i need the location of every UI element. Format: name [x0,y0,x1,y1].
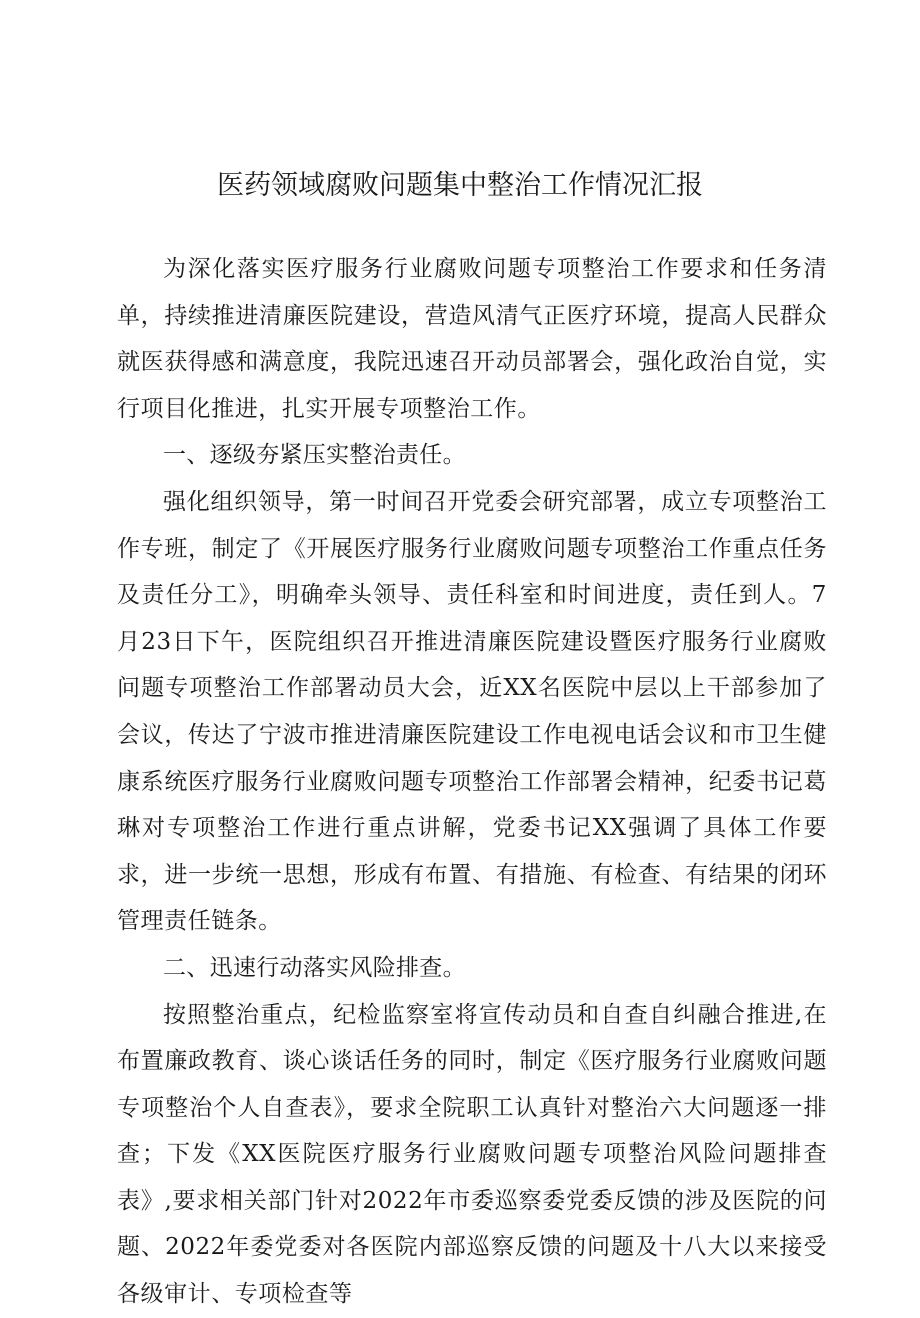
document-title: 医药领域腐败问题集中整治工作情况汇报 [217,170,703,201]
section-heading-1: 一、逐级夯紧压实整治责任。 [163,442,466,469]
section-paragraph-2: 按照整治重点，纪检监察室将宣传动员和自查自纠融合推进,在布置廉政教育、谈心谈话任务的同时，制定《医疗服务行业腐败问题专项整治个人自查表》，要求全院职工认真针对整治六大问题逐一排查；下发《XX医院医疗服务行业腐败问题专项整治风险问题排查表》,要求相关部门针对2022年市委巡察委党委反馈的涉及医院的问题、2022年委党委对各医院内部巡察反馈的问题及十八大以来接受各级审计、专项检查等 [117,1001,827,1308]
section-paragraph-1: 强化组织领导，第一时间召开党委会研究部署，成立专项整治工作专班，制定了《开展医疗服务行业腐败问题专项整治工作重点任务及责任分工》，明确牵头领导、责任科室和时间进度，责任到人。7月23日下午，医院组织召开推进清廉医院建设暨医疗服务行业腐败问题专项整治工作部署动员大会，近XX名医院中层以上干部参加了会议，传达了宁波市推进清廉医院建设工作电视电话会议和市卫生健康系统医疗服务行业腐败问题专项整治工作部署会精神，纪委书记葛琳对专项整治工作进行重点讲解，党委书记XX强调了具体工作要求，进一步统一思想，形成有布置、有措施、有检查、有结果的闭环管理责任链条。 [117,488,827,935]
intro-paragraph: 为深化落实医疗服务行业腐败问题专项整治工作要求和任务清单，持续推进清廉医院建设，营造风清气正医疗环境，提高人民群众就医获得感和满意度，我院迅速召开动员部署会，强化政治自觉，实行项目化推进，扎实开展专项整治工作。 [117,256,827,422]
document-body [117,246,827,1318]
section-heading-2: 二、迅速行动落实风险排查。 [163,954,466,981]
